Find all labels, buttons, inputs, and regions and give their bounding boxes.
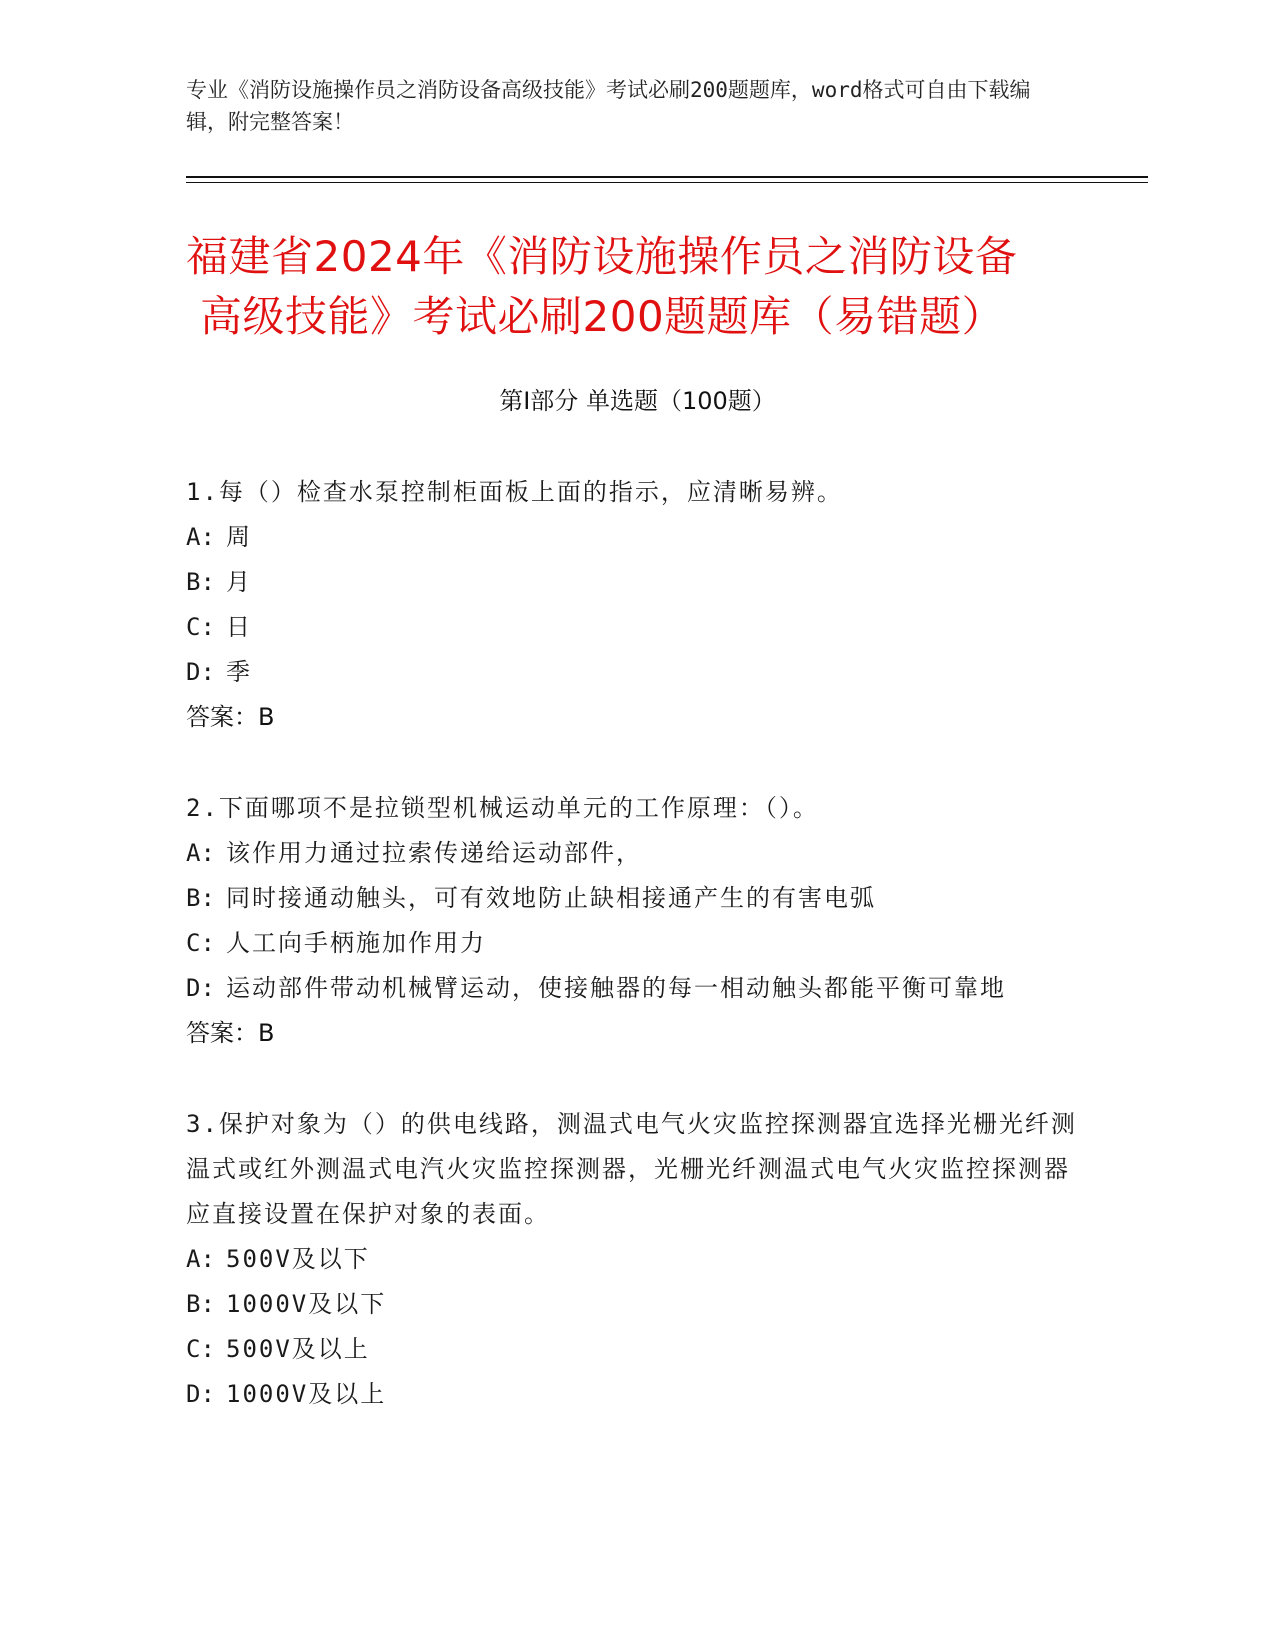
- option-letter: D:: [186, 974, 215, 1002]
- option-text: 500V及以下: [226, 1245, 370, 1273]
- answer: 答案：B: [186, 703, 275, 731]
- option-c: [186, 1327, 1086, 1372]
- option-text: 1000V及以下: [226, 1290, 387, 1318]
- option-b: [186, 876, 1086, 921]
- option-a: [186, 831, 1086, 876]
- option-letter: B:: [186, 1290, 215, 1318]
- question-text: 1.每（）检查水泵控制柜面板上面的指示，应清晰易辨。: [186, 478, 843, 506]
- option-a: [186, 515, 1086, 560]
- option-c: [186, 921, 1086, 966]
- option-letter: B:: [186, 884, 215, 912]
- option-text: 500V及以上: [226, 1335, 370, 1363]
- option-text: 运动部件带动机械臂运动，使接触器的每一相动触头都能平衡可靠地: [226, 974, 1006, 1002]
- question-2: [186, 786, 1086, 1056]
- question-text: 2.下面哪项不是拉锁型机械运动单元的工作原理：（）。: [186, 794, 819, 822]
- option-letter: A:: [186, 839, 215, 867]
- option-text: 月: [226, 568, 252, 596]
- question-3: [186, 1102, 1086, 1417]
- option-d: [186, 1372, 1086, 1417]
- question-text: 3.保护对象为（）的供电线路，测温式电气火灾监控探测器宜选择光栅光纤测温式或红外测温式电汽火灾监控探测器，光栅光纤测温式电气火灾监控探测器应直接设置在保护对象的表面。: [186, 1110, 1077, 1228]
- option-b: [186, 560, 1086, 605]
- option-letter: D:: [186, 1380, 215, 1408]
- title-line-1: 福建省2024年《消防设施操作员之消防设备: [186, 232, 1018, 281]
- option-letter: B:: [186, 568, 215, 596]
- option-text: 日: [226, 613, 252, 641]
- option-text: 人工向手柄施加作用力: [226, 929, 486, 957]
- option-text: 该作用力通过拉索传递给运动部件，: [226, 839, 642, 867]
- option-letter: D:: [186, 658, 215, 686]
- option-letter: C:: [186, 613, 215, 641]
- option-text: 季: [226, 658, 252, 686]
- answer: 答案：B: [186, 1019, 275, 1047]
- option-d: [186, 966, 1086, 1011]
- header-note: 专业《消防设施操作员之消防设备高级技能》考试必刷200题题库，word格式可自由下载编辑，附完整答案！: [186, 78, 1031, 134]
- title-line-2: 高级技能》考试必刷200题题库（易错题）: [200, 292, 1005, 341]
- option-letter: C:: [186, 929, 215, 957]
- option-text: 1000V及以上: [226, 1380, 387, 1408]
- document-title: [186, 227, 1106, 347]
- option-c: [186, 605, 1086, 650]
- option-text: 周: [226, 523, 252, 551]
- question-1: [186, 470, 1086, 740]
- option-d: [186, 650, 1086, 695]
- section-title: 第Ⅰ部分 单选题（100题）: [499, 387, 776, 415]
- option-letter: A:: [186, 1245, 215, 1273]
- option-text: 同时接通动触头，可有效地防止缺相接通产生的有害电弧: [226, 884, 876, 912]
- option-letter: A:: [186, 523, 215, 551]
- option-a: [186, 1237, 1086, 1282]
- question-list: [186, 470, 1086, 1463]
- header-rule-thin: [186, 182, 1148, 183]
- option-b: [186, 1282, 1086, 1327]
- option-letter: C:: [186, 1335, 215, 1363]
- header-rule-thick: [186, 176, 1148, 178]
